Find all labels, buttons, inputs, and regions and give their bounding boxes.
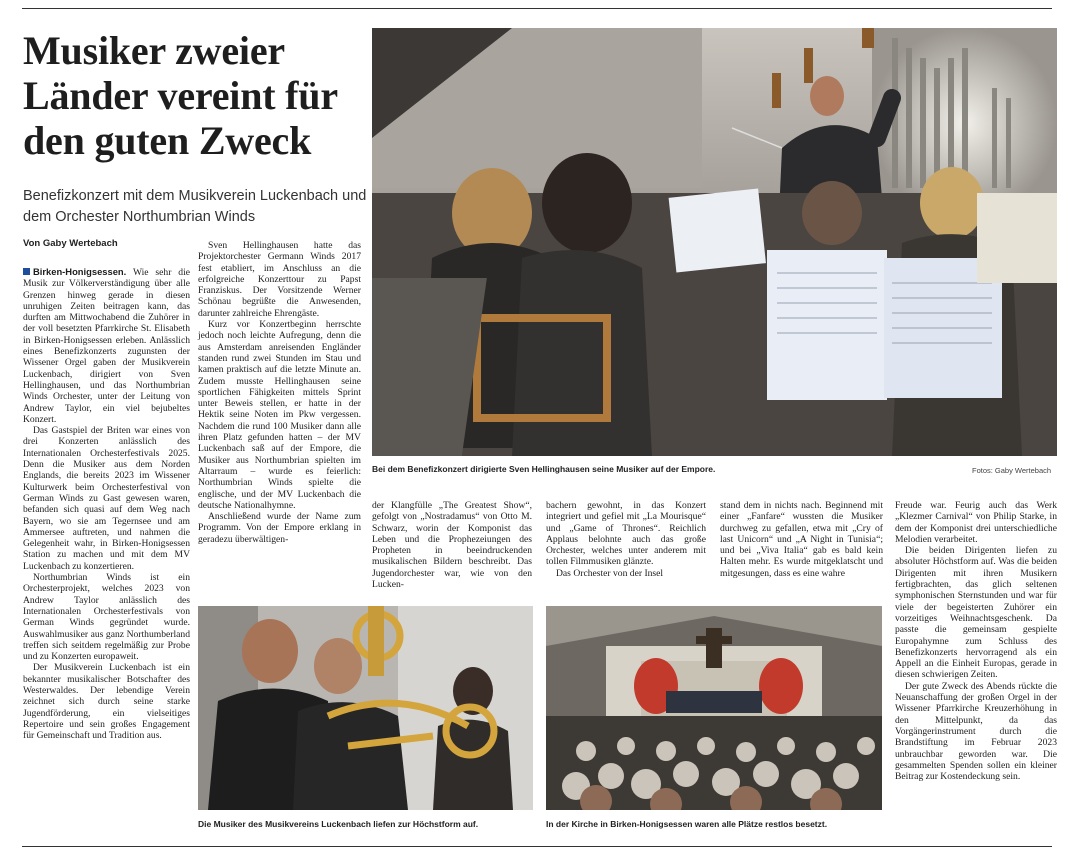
paragraph: Das Gastspiel der Briten war eines von drei Konzerten anlässlich des Internationalen Orchesterfestivals 2025. Denn die Musiker aus dem Norden Englands, die bereits 2023 im Wissener Kulturwerk beim Orchesterfestival von German Winds zu Gast gewesen waren, befanden sich quasi auf dem Weg nach Bayern, wo sie am Tegernsee und am Ammersee auftreten, und nahmen die Gelegenheit wahr, in Birken-Honigsessen Station zu machen und mit dem MV Luckenbach zu konzertieren. bbox=[23, 425, 190, 572]
paragraph: Wie sehr die Musik zur Völkerverständigung über alle Grenzen hinweg gerade in diesen unruhigen Zeiten beitragen kann, das durften am Mittwochabend die Zuhörer in der voll besetzten Pfarrkirche St. Elisabeth in Birken-Honigsessen erleben. Anlässlich eines Benefizkonzerts zugunsten der Wissener Orgel gaben der Musikverein Luckenbach, dirigiert von Sven Hellinghausen, und das Northumbrian Winds Orchester, unter der Leitung von Andrew Taylor, ein viel bejubeltes Konzert. bbox=[23, 267, 190, 425]
conductor-photo-image bbox=[372, 28, 1057, 456]
text-column-2 bbox=[198, 240, 361, 545]
paragraph: Kurz vor Konzertbeginn herrschte jedoch noch leichte Aufregung, denn die aus Amsterdam anreisenden Engländer standen rund zwei Stunden im Stau und kamen praktisch auf die letzte Minute an. Zudem musste Hellinghausen seine sportlichen Fähigkeiten mittels Sprint unter Beweis stellen, er hatte in der Hektik seine Noten im Pkw vergessen. Nachdem die rund 100 Musiker dann alle ihren Platz gefunden hatten – der MV Luckenbach saß auf der Empore, die Musiker aus Northumbrian spielten im Altarraum – wurde es feierlich: Northumbrian Winds spielte die englische, und der MV Luckenbach die deutsche Nationalhymne. bbox=[198, 319, 361, 511]
paragraph: der Klangfülle „The Greatest Show“, gefolgt von „Nostradamus“ von Otto M. Schwarz, worin der Komponist das Leben und die Prophezeiungen des Propheten in beeindruckenden musikalischen Bildern beschreibt. Das Jugendorchester war, wie von den Lucken- bbox=[372, 500, 532, 591]
paragraph: Sven Hellinghausen hatte das Projektorchester Germann Winds 2017 fest etabliert, im Anschluss an die erfolgreiche Konzerttour zu Papst Franziskus. Der Vorsitzende Werner Schönau begrüßte die Anwesenden, darunter zahlreiche Ehrengäste. bbox=[198, 240, 361, 319]
main-photo-caption: Bei dem Benefizkonzert dirigierte Sven Hellinghausen seine Musiker auf der Empore. bbox=[372, 464, 716, 474]
dateline-marker bbox=[23, 268, 30, 275]
conductor-photo bbox=[372, 28, 1057, 456]
paragraph: Der Musikverein Luckenbach ist ein bekannter musikalischer Botschafter des Westerwaldes. Der lebendige Verein zeichnet sich durch seine starke Jugendförderung, ein vielseitiges Repertoire und sein großes Engagement für Gemeinschaft und Tradition aus. bbox=[23, 662, 190, 742]
paragraph: Northumbrian Winds ist ein Orchesterprojekt, welches 2023 von Andrew Taylor anlässlich des Internationalen Orchesterfestivals von German Winds gegründet wurde. Auswahlmusiker aus ganz Northumberland treffen sich seitdem regelmäßig zur Probe und zu Konzerten europaweit. bbox=[23, 572, 190, 663]
text-column-5 bbox=[720, 500, 883, 579]
text-column-4 bbox=[546, 500, 706, 579]
paragraph: stand dem in nichts nach. Beginnend mit einer „Fanfare“ wussten die Musiker durchweg zu gefallen, etwa mit „Cry of last Unicorn“ und „A Night in Tunisia“; und bei „Viva Italia“ gab es bald kein Halten mehr. Es wurde mitgeklatscht und mitgesungen, dass es eine wahre bbox=[720, 500, 883, 579]
text-column-3 bbox=[372, 500, 532, 590]
church-photo-image bbox=[546, 606, 882, 810]
church-photo bbox=[546, 606, 882, 810]
photo-credit: Fotos: Gaby Wertebach bbox=[972, 466, 1052, 475]
paragraph: Freude war. Feurig auch das Werk „Klezmer Carnival“ von Philip Starke, in dem der Komponist drei unterschiedliche Melodien verarbeitet. bbox=[895, 500, 1057, 545]
paragraph: Der gute Zweck des Abends rückte die Neuanschaffung der großen Orgel in der Wissener Pfarrkirche Kreuzerhöhung in den Mittelpunkt, da das Vorgängerinstrument durch die Brandstiftung im Februar 2023 unbrauchbar geworden war. Die gesammelten Spenden sollen ein kleiner Beitrag zur Kostendeckung sein. bbox=[895, 680, 1057, 783]
text-column-1 bbox=[23, 266, 190, 741]
headline: Musiker zweier Länder vereint für den guten Zweck bbox=[23, 28, 338, 163]
text-column-6 bbox=[895, 500, 1057, 782]
byline: Von Gaby Wertebach bbox=[23, 238, 118, 249]
paragraph: Die beiden Dirigenten liefen zu absoluter Höchstform auf. Was die beiden Dirigenten mit ihren Musikern fertigbrachten, das glich seltenen symphonischen Sternstunden und war für viele der begeisterten Zuhörer ein vorzeitiges Weihnachtsgeschenk. Da passte die gemeinsam gespielte Europahymne zum Schluss des Benefizkonzerts hervorragend als ein Appell an die Einheit Europas, gerade in diesen schwierigen Zeiten. bbox=[895, 545, 1057, 681]
paragraph: Anschließend wurde der Name zum Programm. Von der Empore erklang in geradezu überwältigen- bbox=[198, 511, 361, 545]
dateline: Birken-Honigsessen. bbox=[33, 266, 127, 277]
bottom-rule bbox=[22, 846, 1052, 847]
church-photo-caption: In der Kirche in Birken-Honigsessen waren alle Plätze restlos besetzt. bbox=[546, 819, 828, 829]
paragraph: bachern gewohnt, in das Konzert integriert und gefiel mit „La Mourisque“ und „Game of Thrones“. Reichlich Applaus belohnte auch das große Orchester, welches unter anderem mit tollen Filmmusiken glänzte. bbox=[546, 500, 706, 568]
brass-photo-caption: Die Musiker des Musikvereins Luckenbach liefen zur Höchstform auf. bbox=[198, 819, 479, 829]
paragraph: Das Orchester von der Insel bbox=[556, 567, 664, 579]
top-rule bbox=[22, 8, 1052, 9]
brass-photo-image bbox=[198, 606, 533, 810]
subtitle: Benefizkonzert mit dem Musikverein Luckenbach und dem Orchester Northumbrian Winds bbox=[23, 188, 367, 225]
brass-photo bbox=[198, 606, 533, 810]
